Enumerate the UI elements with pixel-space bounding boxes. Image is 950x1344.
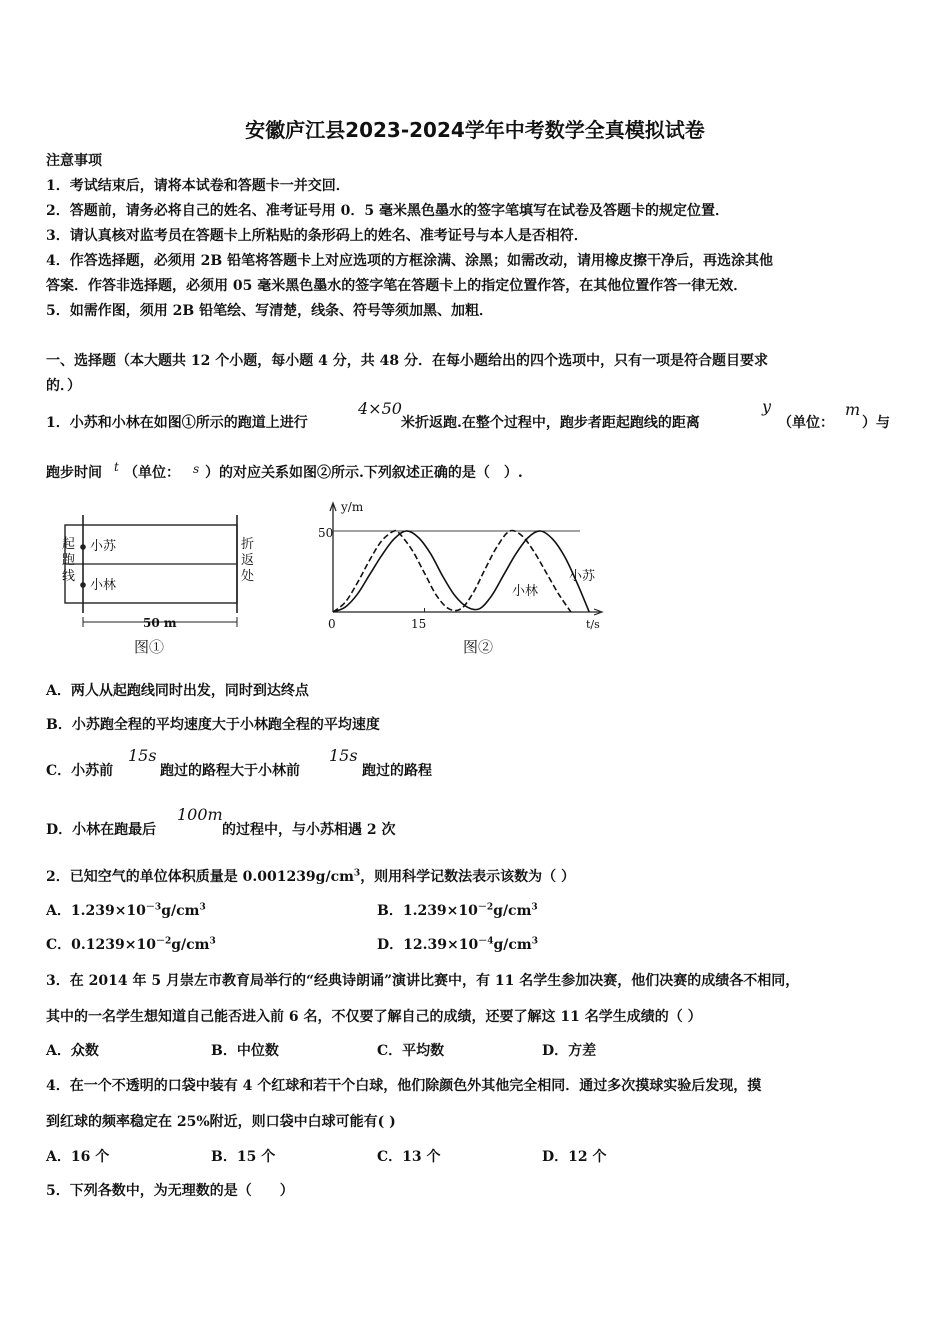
q4-stem-line2: 到红球的频率稳定在 25%附近，则口袋中白球可能有( ): [46, 1114, 396, 1130]
q3-option-d: D．方差: [542, 1043, 597, 1059]
q1-option-d-part1: D．小林在跑最后: [46, 822, 157, 838]
notice-item-4-cont: 答案．作答非选择题，必须用 05 毫米黑色墨水的签字笔在答题卡上的指定位置作答，在其他位置作答一律无效．: [46, 278, 748, 294]
q4-option-b: B．15 个: [211, 1149, 276, 1165]
fig1-caption: 图①: [134, 638, 165, 656]
q2-option-d-unit: g/cm: [493, 937, 532, 953]
q5-stem: 5．下列各数中，为无理数的是（ ）: [46, 1183, 294, 1199]
q1-option-c-part3: 跑过的路程: [362, 763, 432, 779]
q1-stem-part5: 跑步时间: [46, 465, 102, 481]
notice-item-4: 4．作答选择题，必须用 2B 铅笔将答题卡上对应选项的方框涂满、涂黑；如需改动，请用橡皮擦干净后，再选涂其他: [46, 253, 774, 269]
q2-option-d-exp: －4: [478, 936, 494, 947]
q2-option-d: [377, 936, 538, 954]
q3-option-a: A．众数: [46, 1043, 99, 1059]
q2-option-b-base: B．1.239×10: [377, 903, 478, 919]
q2-option-c-unit: g/cm: [171, 937, 210, 953]
q2-option-d-base: D．12.39×10: [377, 937, 479, 953]
q1-math-4x50: 4×50: [358, 399, 402, 418]
q1-stem-part2: 米折返跑.在整个过程中，跑步者距起跑线的距离: [401, 415, 700, 431]
fig1-turn-label: 折返处: [241, 537, 255, 584]
fig2-xtick-15: 15: [411, 617, 427, 631]
q1-math-t: t: [114, 460, 119, 474]
q1-stem-part6: （单位：: [124, 465, 180, 481]
q4-option-a: A．16 个: [46, 1149, 110, 1165]
q2-option-b-unit-exp: 3: [531, 902, 538, 913]
notice-item-5: 5．如需作图，须用 2B 铅笔绘、写清楚，线条、符号等须加黑、加粗．: [46, 303, 494, 319]
fig2-label-su: 小苏: [569, 569, 596, 584]
q1-option-b: B．小苏跑全程的平均速度大于小林跑全程的平均速度: [46, 717, 380, 733]
fig1-start-label: 起跑线: [62, 537, 76, 584]
q1-option-c-part1: C．小苏前: [46, 763, 114, 779]
q1-option-a: A．两人从起跑线同时出发，同时到达终点: [46, 683, 309, 699]
q2-option-c-base: C．0.1239×10: [46, 937, 156, 953]
q2-option-b-exp: －2: [477, 902, 494, 913]
q2-option-c-unit-exp: 3: [209, 936, 216, 947]
q1-option-c-math-1: 15s: [128, 746, 157, 765]
q3-option-b: B．中位数: [211, 1043, 279, 1059]
fig1-lane-su: 小苏: [90, 539, 117, 554]
q1-stem-part1: 1．小苏和小林在如图①所示的跑道上进行: [46, 415, 308, 431]
q2-option-b-unit: g/cm: [493, 903, 532, 919]
q2-stem-b: ，则用科学记数法表示该数为（ ）: [360, 869, 576, 885]
q4-option-d: D．12 个: [542, 1149, 607, 1165]
q1-math-m: m: [845, 400, 861, 419]
q1-stem-part7: ）的对应关系如图②所示.下列叙述正确的是（ ）.: [205, 465, 523, 481]
q2-stem-a: 2．已知空气的单位体积质量是 0.001239g/cm: [46, 869, 354, 885]
page-title: 安徽庐江县2023-2024学年中考数学全真模拟试卷: [245, 118, 705, 142]
q2-stem-sup: 3: [353, 868, 361, 879]
q2-option-d-unit-exp: 3: [531, 936, 538, 947]
q3-option-c: C．平均数: [377, 1043, 445, 1059]
fig2-caption: 图②: [463, 638, 494, 656]
q2-option-c-exp: －2: [155, 936, 172, 947]
q4-stem-line1: 4．在一个不透明的口袋中装有 4 个红球和若干个白球，他们除颜色外其他完全相同．通过多次摸球实验后发现，摸: [46, 1078, 762, 1094]
q2-option-a-unit: g/cm: [161, 903, 200, 919]
q2-stem: [46, 868, 575, 886]
figure-2-chart: [300, 495, 610, 670]
q2-option-a-exp: －3: [145, 902, 162, 913]
notice-item-2: 2．答题前，请务必将自己的姓名、准考证号用 0．5 毫米黑色墨水的签字笔填写在试卷及答题卡的规定位置．: [46, 203, 729, 219]
q2-option-a-base: A．1.239×10: [46, 903, 146, 919]
q1-option-c-part2: 跑过的路程大于小林前: [160, 763, 300, 779]
notice-item-1: 1．考试结束后，请将本试卷和答题卡一并交回．: [46, 178, 350, 194]
q1-option-d-math: 100m: [177, 805, 223, 824]
fig2-xlabel: t/s: [586, 618, 600, 631]
fig2-ytick-50: 50: [318, 526, 334, 540]
q2-option-c: [46, 936, 216, 954]
section-heading-cont: 的．）: [46, 378, 81, 394]
notice-item-3: 3．请认真核对监考员在答题卡上所粘贴的条形码上的姓名、准考证号与本人是否相符．: [46, 228, 588, 244]
q2-option-a: [46, 902, 206, 920]
q4-option-c: C．13 个: [377, 1149, 441, 1165]
q2-option-b: [377, 902, 538, 920]
q3-stem-line2: 其中的一名学生想知道自己能否进入前 6 名，不仅要了解自己的成绩，还要了解这 11 名学生成绩的（ ）: [46, 1009, 702, 1025]
fig1-lane-lin: 小林: [90, 578, 117, 593]
fig2-label-lin: 小林: [512, 584, 539, 599]
q1-stem-part3: （单位：: [778, 415, 834, 431]
q1-option-c-math-2: 15s: [329, 746, 358, 765]
notice-heading: 注意事项: [46, 153, 102, 169]
q3-stem-line1: 3．在 2014 年 5 月崇左市教育局举行的“经典诗朗诵”演讲比赛中，有 11 名学生参加决赛，他们决赛的成绩各不相同，: [46, 973, 800, 989]
q1-math-s: s: [193, 462, 200, 476]
fig2-origin: 0: [328, 617, 336, 631]
fig1-length: 50 m: [143, 616, 177, 630]
section-heading: 一、选择题（本大题共 12 个小题，每小题 4 分，共 48 分．在每小题给出的四个选项中，只有一项是符合题目要求: [46, 353, 768, 369]
q1-stem-part4: ）与: [862, 415, 890, 431]
chart-series-line-su: [333, 531, 589, 612]
fig2-ylabel: y/m: [341, 500, 364, 514]
q2-option-a-unit-exp: 3: [199, 902, 206, 913]
q1-option-d-part2: 的过程中，与小苏相遇 2 次: [222, 822, 396, 838]
q1-math-y: y: [762, 397, 772, 416]
